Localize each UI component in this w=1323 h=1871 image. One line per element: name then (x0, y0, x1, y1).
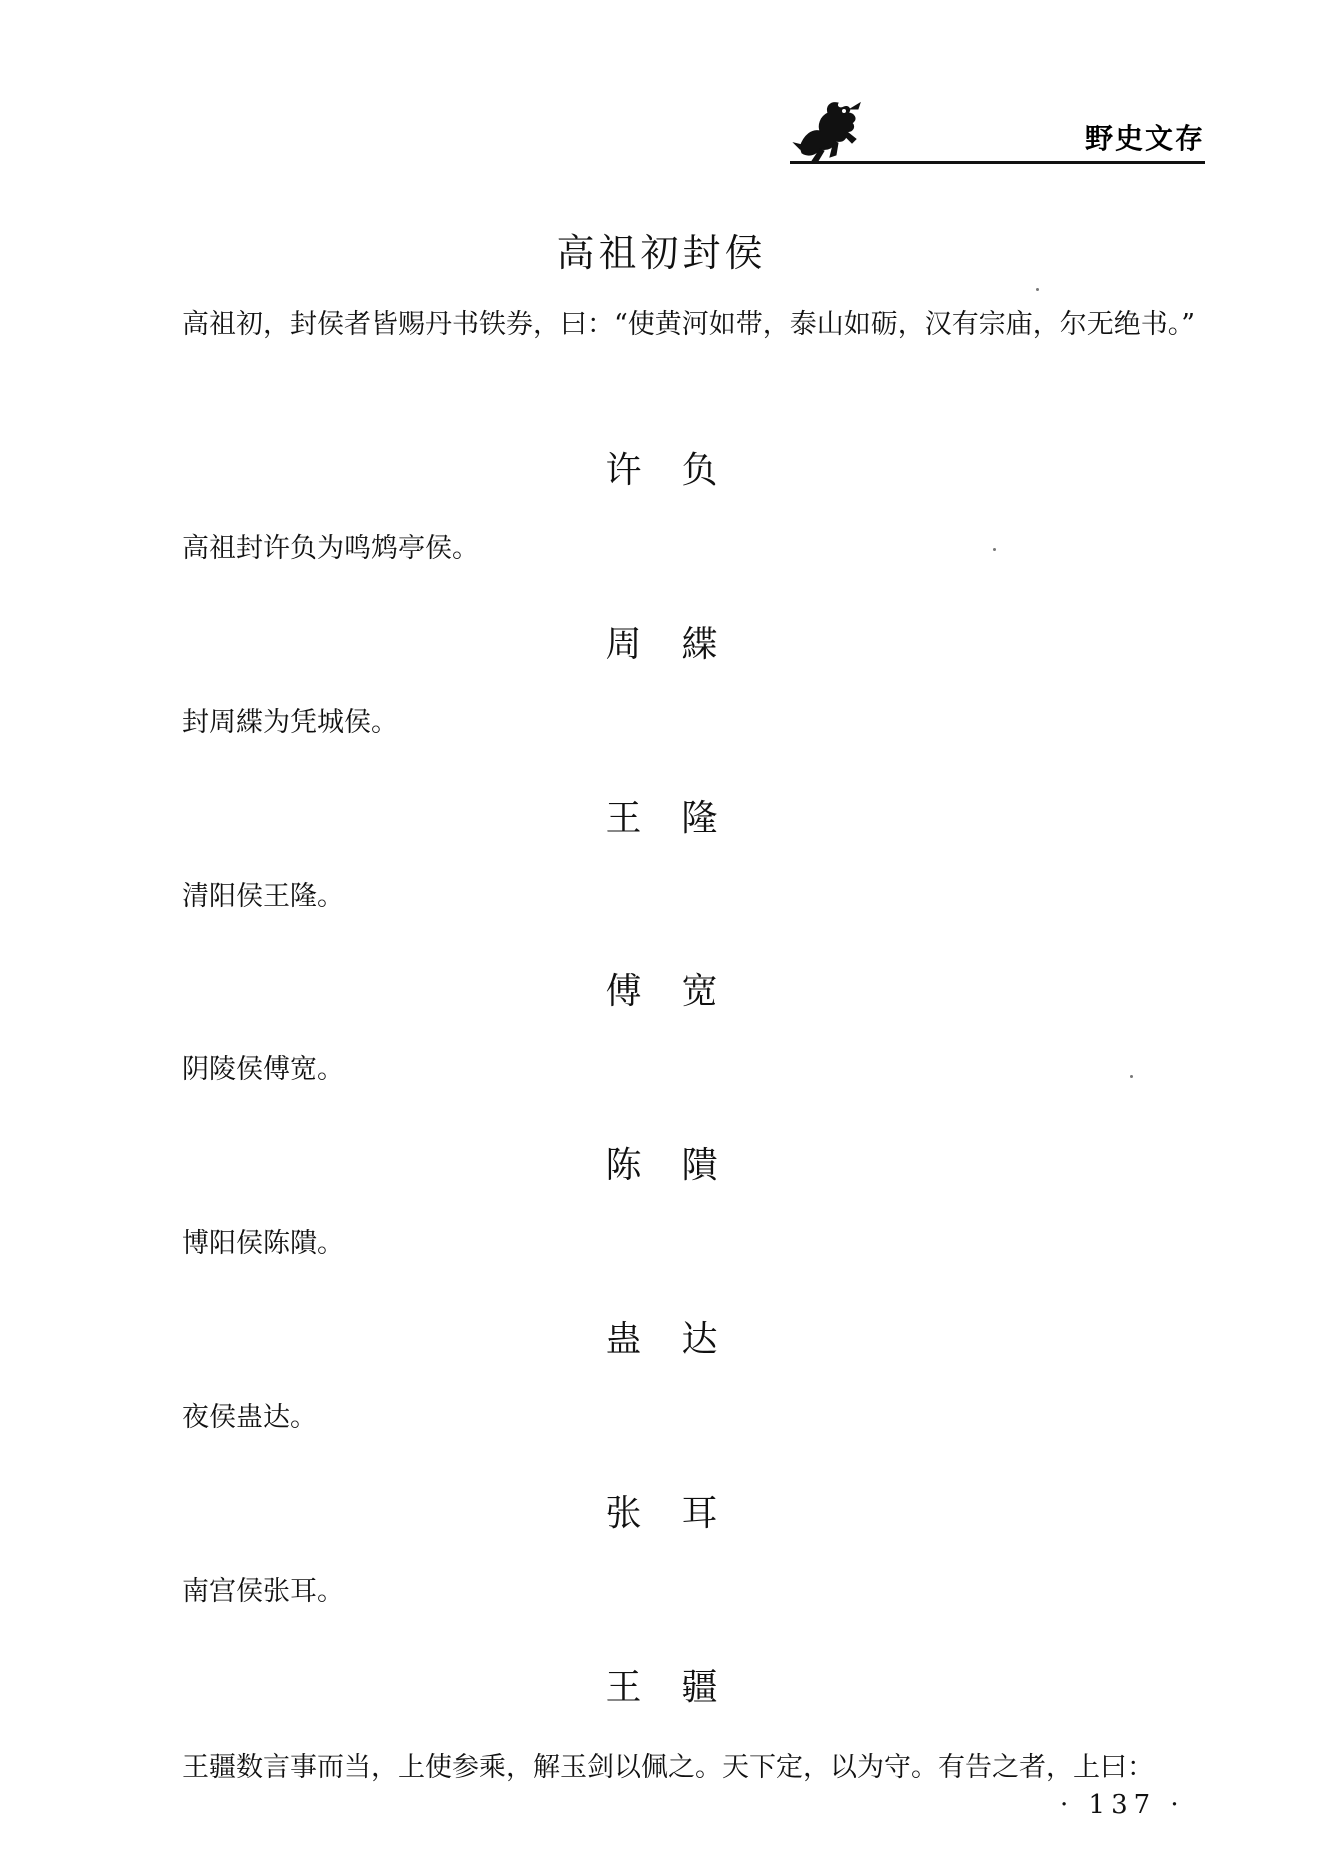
header-rule (790, 161, 1205, 164)
section-paragraph: 王疆数言事而当，上使参乘，解玉剑以佩之。天下定，以为守。有告之者，上曰： (182, 1752, 1154, 1783)
section-heading: 蛊达 (605, 1319, 758, 1360)
running-header (790, 95, 1205, 170)
section-paragraph: 博阳侯陈隤。 (182, 1228, 344, 1259)
dragon-logo-icon (790, 95, 870, 165)
scan-speck (1130, 1075, 1133, 1078)
scan-speck (993, 548, 996, 551)
section-paragraph: 夜侯蛊达。 (182, 1402, 317, 1433)
section-heading: 傅宽 (605, 971, 758, 1012)
page-title: 高祖初封侯 (556, 231, 767, 275)
section-heading: 王疆 (605, 1667, 758, 1708)
section-heading: 周緤 (605, 624, 758, 665)
section-paragraph: 封周緤为凭城侯。 (182, 707, 398, 738)
page-number: · 137 · (1060, 1790, 1185, 1820)
intro-paragraph: 高祖初，封侯者皆赐丹书铁券，曰：“使黄河如带，泰山如砺，汉有宗庙，尔无绝书。” (182, 309, 1196, 340)
section-paragraph: 南宫侯张耳。 (182, 1576, 344, 1607)
section-paragraph: 阴陵侯傅宽。 (182, 1054, 344, 1085)
section-paragraph: 清阳侯王隆。 (182, 881, 344, 912)
section-paragraph: 高祖封许负为鸣鸩亭侯。 (182, 533, 479, 564)
section-heading: 陈隤 (605, 1145, 758, 1186)
section-heading: 许负 (605, 450, 758, 491)
section-heading: 王隆 (605, 798, 758, 839)
running-header-title: 野史文存 (1084, 122, 1205, 155)
section-heading: 张耳 (605, 1493, 758, 1534)
scan-speck (1036, 288, 1039, 291)
